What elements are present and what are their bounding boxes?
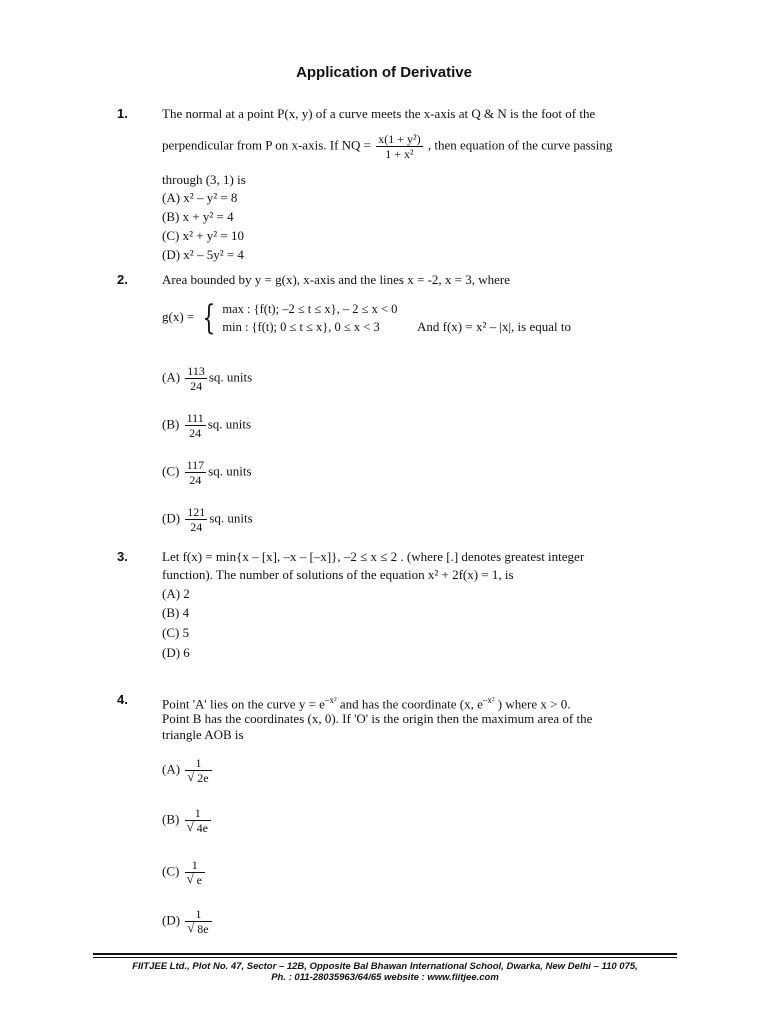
question-1-number: 1.: [117, 106, 128, 121]
sqrt-icon: √ 2e: [187, 771, 209, 785]
case-min: min : {f(t); 0 ≤ t ≤ x}, 0 ≤ x < 3: [222, 320, 380, 334]
left-brace-icon: {: [201, 298, 215, 338]
question-1-option-d: (D) x² – 5y² = 4: [162, 247, 244, 262]
question-4-option-d: [162, 907, 214, 936]
option-fraction: $\frac{117}{24}$: [186, 458, 205, 487]
nq-denominator: 1 + x²: [385, 147, 414, 161]
g-of-x-label: g(x) =: [162, 308, 195, 324]
f-definition: And f(x) = x² – |x|, is equal to: [417, 319, 571, 334]
option-fraction: $\frac{121}{24}$: [187, 505, 206, 534]
question-2-option-c: [162, 458, 252, 487]
option-label: (D): [162, 912, 181, 928]
question-4-option-c: [162, 858, 207, 887]
question-2-number: 2.: [117, 272, 128, 287]
option-label: (D): [162, 510, 181, 526]
question-4-number: 4.: [117, 692, 128, 707]
question-4-text-a: Point 'A' lies on the curve y = e: [162, 696, 325, 712]
unit-label: sq. units: [208, 369, 253, 385]
question-1-text-a: perpendicular from P on x-axis. If NQ =: [162, 137, 372, 153]
nq-numerator: x(1 + y²): [378, 132, 421, 146]
option-fraction: 1 √ 4e: [185, 806, 211, 835]
question-3-line-1: Let f(x) = min{x – [x], –x – [–x]}, –2 ≤ x ≤ 2 . (where [.] denotes greatest integer: [162, 549, 585, 564]
exponent: –x²: [324, 695, 337, 705]
question-1-line-3: through (3, 1) is: [162, 172, 246, 187]
question-2-line-1: Area bounded by y = g(x), x-axis and the lines x = -2, x = 3, where: [162, 272, 510, 287]
unit-label: sq. units: [209, 510, 253, 526]
option-fraction: 1 √ 8e: [185, 907, 211, 936]
option-label: (B): [162, 811, 180, 827]
question-1-line-2: [162, 132, 612, 161]
option-label: (A): [162, 761, 181, 777]
footer-divider: [93, 953, 677, 955]
question-3-number: 3.: [117, 549, 128, 564]
question-4-line-3: triangle AOB is: [162, 727, 244, 742]
sqrt-icon: √ 8e: [187, 922, 209, 936]
question-1-option-c: (C) x² + y² = 10: [162, 228, 245, 243]
question-3-option-b: (B) 4: [162, 605, 190, 620]
option-label: (C): [162, 863, 180, 879]
question-4-line-2: Point B has the coordinates (x, 0). If 'O' is the origin then the maximum area of the: [162, 711, 593, 726]
unit-label: sq. units: [208, 463, 252, 479]
question-4-text-b: and has the coordinate (x, e: [336, 696, 483, 712]
option-fraction: 1 √ e: [185, 858, 205, 887]
option-label: (A): [162, 369, 181, 385]
nq-fraction: [376, 132, 422, 161]
question-1-text-b: , then equation of the curve passing: [427, 137, 613, 153]
question-3-line-2: function). The number of solutions of the equation x² + 2f(x) = 1, is: [162, 567, 514, 582]
question-2-option-a: [162, 364, 252, 393]
question-4-line-1: [162, 692, 570, 712]
piecewise-cases: [222, 300, 397, 336]
sqrt-icon: √ e: [187, 873, 203, 887]
question-1-option-a: (A) x² – y² = 8: [162, 190, 238, 205]
question-1-line-1: The normal at a point P(x, y) of a curve meets the x-axis at Q & N is the foot of the: [162, 106, 596, 121]
question-4-option-a: [162, 756, 214, 785]
question-3-option-d: (D) 6: [162, 645, 190, 660]
question-3-option-a: (A) 2: [162, 586, 190, 601]
case-max: max : {f(t); –2 ≤ t ≤ x}, – 2 ≤ x < 0: [222, 302, 398, 316]
question-4-option-b: [162, 806, 213, 835]
g-definition: [162, 300, 397, 336]
exponent: –x²: [482, 695, 495, 705]
question-2-option-d: [162, 505, 253, 534]
option-fraction: 1 √ 2e: [185, 756, 211, 785]
sqrt-icon: √ 4e: [187, 821, 209, 835]
unit-label: sq. units: [207, 416, 252, 432]
question-2-option-b: [162, 411, 251, 440]
question-4-text-c: ) where x > 0.: [494, 696, 571, 712]
question-1-option-b: (B) x + y² = 4: [162, 209, 234, 224]
option-label: (C): [162, 463, 180, 479]
option-fraction: $\frac{111}{24}$: [186, 411, 204, 440]
page-title: Application of Derivative: [296, 64, 472, 81]
option-fraction: $\frac{113}{24}$: [187, 364, 205, 393]
question-3-option-c: (C) 5: [162, 625, 190, 640]
footer-address: FIITJEE Ltd., Plot No. 47, Sector – 12B, Opposite Bal Bhawan International School, Dwarka, New Delhi – 110 075,: [132, 961, 638, 972]
option-label: (B): [162, 416, 180, 432]
footer-divider-thin: [93, 957, 677, 958]
footer-contact: Ph. : 011-28035963/64/65 website : www.fiitjee.com: [271, 972, 499, 983]
